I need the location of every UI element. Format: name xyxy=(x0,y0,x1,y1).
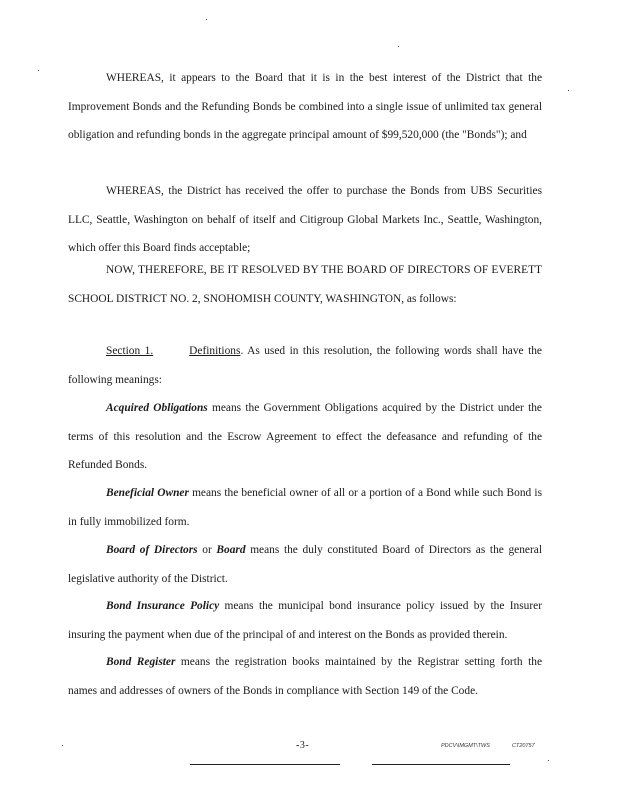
whereas-paragraph-1 xyxy=(68,64,542,150)
definition-text: means the municipal bond insurance policy issued by the Insurer insuring the payment when due of the principal of and interest on the Bonds as provided therein. xyxy=(68,600,542,641)
definition-term: Bond Register xyxy=(106,656,176,668)
definition-acquired-obligations xyxy=(68,394,542,480)
document-code-secondary: CT20757 xyxy=(512,743,535,749)
section-heading: Definitions xyxy=(189,345,241,357)
paragraph-text: WHEREAS, it appears to the Board that it is in the best interest of the District that the Improvement Bonds and the Refunding Bonds be combined into a single issue of unlimited tax general obligation and refunding bonds in the aggregate principal amount of $99,520,000 (the "Bonds"); and xyxy=(68,72,542,142)
paragraph-text: WHEREAS, the District has received the offer to purchase the Bonds from UBS Securities LLC, Seattle, Washington on behalf of itself and Citigroup Global Markets Inc., Seattle, Washington, which offer this Board finds acceptable; xyxy=(68,185,542,255)
document-code: PDCV\IMGMT\TWS xyxy=(441,743,490,749)
definition-term: Acquired Obligations xyxy=(106,402,208,414)
scan-speck xyxy=(38,70,39,71)
definition-beneficial-owner xyxy=(68,479,542,536)
footer-rule-right xyxy=(372,764,510,765)
section-text: . As used in this resolution, the following words shall have the following meanings: xyxy=(68,345,542,386)
resolution-paragraph xyxy=(68,256,542,313)
definition-text: means the duly constituted Board of Directors as the general legislative authority of the District. xyxy=(68,544,542,585)
scan-speck xyxy=(548,760,549,761)
definition-connector: or xyxy=(197,544,217,556)
page-number: -3- xyxy=(296,740,310,751)
definition-bond-insurance-policy xyxy=(68,592,542,649)
paragraph-text: NOW, THEREFORE, BE IT RESOLVED BY THE BOARD OF DIRECTORS OF EVERETT SCHOOL DISTRICT NO. 2, SNOHOMISH COUNTY, WASHINGTON, as follows: xyxy=(68,264,542,305)
scan-speck xyxy=(62,745,63,746)
whereas-paragraph-2 xyxy=(68,177,542,263)
footer-rule-left xyxy=(190,764,340,765)
definition-bond-register xyxy=(68,648,542,705)
definition-term: Bond Insurance Policy xyxy=(106,600,220,612)
section-number: Section 1. xyxy=(106,345,154,357)
definition-text: means the registration books maintained by the Registrar setting forth the names and addresses of owners of the Bonds in compliance with Section 149 of the Code. xyxy=(68,656,542,697)
definition-text: means the beneficial owner of all or a portion of a Bond while such Bond is in fully immobilized form. xyxy=(68,487,542,528)
definition-text: means the Government Obligations acquired by the District under the terms of this resolution and the Escrow Agreement to effect the defeasance and refunding of the Refunded Bonds. xyxy=(68,402,542,472)
definition-term-alt: Board xyxy=(216,544,246,556)
definition-term: Board of Directors xyxy=(106,544,198,556)
scan-speck xyxy=(206,19,207,20)
definition-board-of-directors xyxy=(68,536,542,593)
section-1-paragraph xyxy=(68,337,542,394)
definition-term: Beneficial Owner xyxy=(106,487,189,499)
scan-speck xyxy=(398,46,399,47)
scan-speck xyxy=(568,90,569,91)
